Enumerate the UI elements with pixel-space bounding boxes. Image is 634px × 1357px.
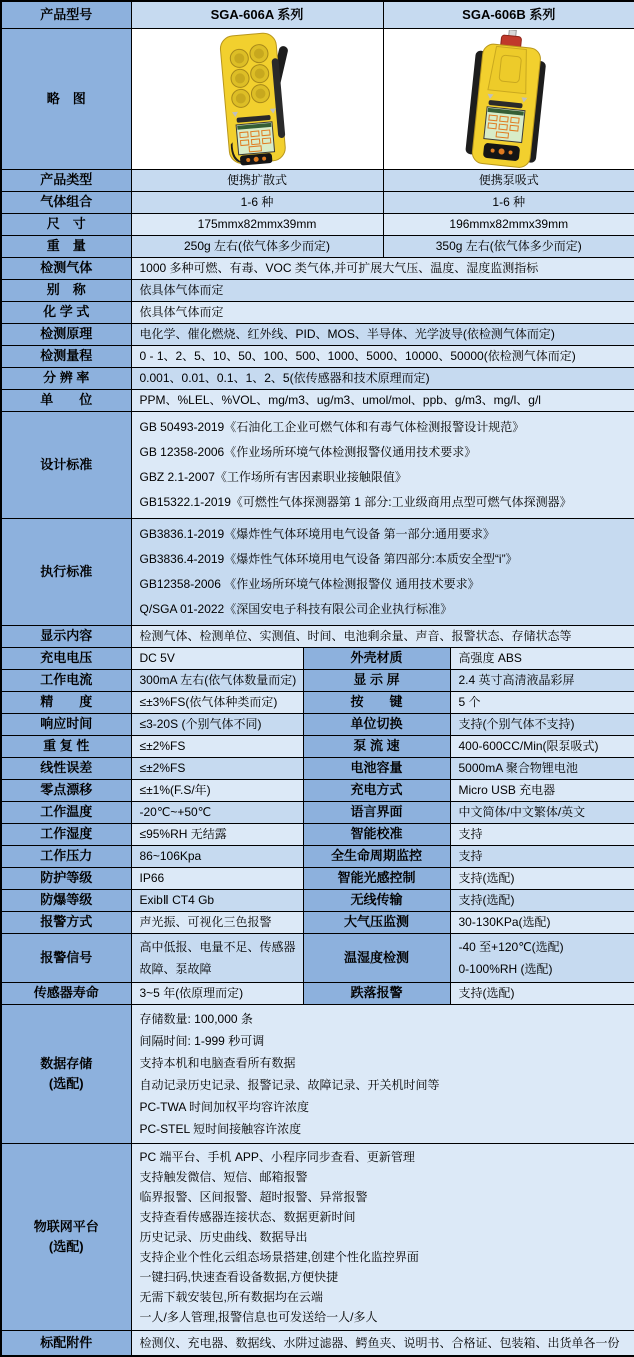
light-sensing-label: 智能光感控制 [303,868,450,890]
unit-switch-value: 支持(个别气体不支持) [450,714,634,736]
row-protection-rating [1,868,634,890]
row-repeatability [1,736,634,758]
sensor-life-label: 传感器寿命 [1,983,131,1005]
charge-voltage-value: DC 5V [131,648,303,670]
accessories-value: 检测仪、充电器、数据线、水阱过滤器、鳄鱼夹、说明书、合格证、包装箱、出货单各一份 [131,1331,634,1357]
data-storage-line: PC-TWA 时间加权平均容许浓度 [139,1100,310,1114]
working-temperature-label: 工作温度 [1,802,131,824]
zero-drift-value: ≤±1%(F.S/年) [131,780,303,802]
linearity-error-label: 线性误差 [1,758,131,780]
iot-platform-value [131,1144,634,1331]
header-row [1,1,634,29]
shell-material-value: 高强度 ABS [450,648,634,670]
row-detection-range [1,346,634,368]
product-type-label: 产品类型 [1,170,131,192]
row-data-storage [1,1005,634,1144]
design-standard-line: GB15322.1-2019《可燃性气体探测器第 1 部分:工业级商用点型可燃气体探测器》 [139,495,572,509]
chemical-formula-value: 依具体气体而定 [131,302,634,324]
pressure-monitor-value: 30-130KPa(选配) [450,912,634,934]
alarm-signal-line: 故障、泵故障 [139,962,212,976]
sensor-life-value: 3~5 年(依原理而定) [131,983,303,1005]
battery-capacity-label: 电池容量 [303,758,450,780]
row-detected-gas [1,258,634,280]
weight-b: 350g 左右(依气体多少而定) [383,236,634,258]
device-a-image [193,30,321,168]
execution-standard-line: GB12358-2006 《作业场所环境气体检测报警仪 通用技术要求》 [139,577,480,591]
design-standards-label: 设计标准 [1,412,131,519]
gas-combination-a: 1-6 种 [131,192,383,214]
unit-switch-label: 单位切换 [303,714,450,736]
iot-platform-line: 历史记录、历史曲线、数据导出 [139,1230,308,1244]
linearity-error-value: ≤±2%FS [131,758,303,780]
smart-calibration-label: 智能校准 [303,824,450,846]
lifecycle-monitor-value: 支持 [450,846,634,868]
design-standard-line: GB 50493-2019《石油化工企业可燃气体和有毒气体检测报警设计规范》 [139,420,525,434]
row-response-time [1,714,634,736]
execution-standard-line: GB3836.1-2019《爆炸性气体环境用电气设备 第一部分:通用要求》 [139,527,495,541]
data-storage-line: PC-STEL 短时间接触容许浓度 [139,1122,302,1136]
lifecycle-monitor-label: 全生命周期监控 [303,846,450,868]
iot-platform-line: 支持触发微信、短信、邮箱报警 [139,1170,308,1184]
alarm-signal-value [131,934,303,983]
data-storage-line: 存储数量: 100,000 条 [139,1012,253,1026]
data-storage-line: 间隔时间: 1-999 秒可调 [139,1034,265,1048]
dimensions-label: 尺 寸 [1,214,131,236]
row-alias [1,280,634,302]
resolution-value: 0.001、0.01、0.1、1、2、5(依传感器和技术原理而定) [131,368,634,390]
iot-platform-line: 临界报警、区间报警、超时报警、异常报警 [139,1190,368,1204]
execution-standards-value [131,519,634,626]
display-screen-label: 显 示 屏 [303,670,450,692]
gas-combination-b: 1-6 种 [383,192,634,214]
drop-alarm-value: 支持(选配) [450,983,634,1005]
buttons-value: 5 个 [450,692,634,714]
charge-voltage-label: 充电电压 [1,648,131,670]
alias-label: 别 称 [1,280,131,302]
data-storage-label-line: 数据存储 [40,1056,93,1071]
shell-material-label: 外壳材质 [303,648,450,670]
execution-standard-line: GB3836.4-2019《爆炸性气体环境用电气设备 第四部分:本质安全型“i”》 [139,552,518,566]
working-pressure-label: 工作压力 [1,846,131,868]
header-series-b: SGA-606B 系列 [383,1,634,29]
display-content-value: 检测气体、检测单位、实测值、时间、电池剩余量、声音、报警状态、存储状态等 [131,626,634,648]
row-product-type [1,170,634,192]
dimensions-a: 175mmx82mmx39mm [131,214,383,236]
row-working-current [1,670,634,692]
data-storage-label [1,1005,131,1144]
detection-principle-label: 检测原理 [1,324,131,346]
row-execution-standards [1,519,634,626]
working-pressure-value: 86~106Kpa [131,846,303,868]
data-storage-line: 自动记录历史记录、报警记录、故障记录、开关机时间等 [139,1078,440,1092]
buttons-label: 按 键 [303,692,450,714]
row-gas-combination [1,192,634,214]
working-current-value: 300mA 左右(依气体数量而定) [131,670,303,692]
header-series-a: SGA-606A 系列 [131,1,383,29]
row-display-content [1,626,634,648]
temp-humidity-value [450,934,634,983]
detection-principle-value: 电化学、催化燃烧、红外线、PID、MOS、半导体、光学波导(依检测气体而定) [131,324,634,346]
protection-rating-value: IP66 [131,868,303,890]
detected-gas-value: 1000 多种可燃、有毒、VOC 类气体,并可扩展大气压、温度、湿度监测指标 [131,258,634,280]
row-alarm-mode [1,912,634,934]
weight-label: 重 量 [1,236,131,258]
working-humidity-label: 工作湿度 [1,824,131,846]
temp-humidity-line: 0-100%RH (选配) [458,962,553,976]
wireless-transmission-value: 支持(选配) [450,890,634,912]
explosion-proof-value: ExibⅡ CT4 Gb [131,890,303,912]
working-humidity-value: ≤95%RH 无结露 [131,824,303,846]
detected-gas-label: 检测气体 [1,258,131,280]
product-type-b: 便携泵吸式 [383,170,634,192]
sketch-cell-b [383,29,634,170]
sketch-row [1,29,634,170]
units-label: 单 位 [1,390,131,412]
row-design-standards [1,412,634,519]
row-accuracy [1,692,634,714]
zero-drift-label: 零点漂移 [1,780,131,802]
row-sensor-life [1,983,634,1005]
repeatability-label: 重 复 性 [1,736,131,758]
alarm-mode-value: 声光振、可视化三色报警 [131,912,303,934]
design-standard-line: GB 12358-2006《作业场所环境气体检测报警仪通用技术要求》 [139,445,477,459]
sketch-cell-a [131,29,383,170]
temp-humidity-label: 温湿度检测 [303,934,450,983]
row-zero-drift [1,780,634,802]
row-detection-principle [1,324,634,346]
charge-method-value: Micro USB 充电器 [450,780,634,802]
language-value: 中文简体/中文繁体/英文 [450,802,634,824]
iot-platform-label-line: 物联网平台 [33,1219,99,1234]
row-working-temperature [1,802,634,824]
drop-alarm-label: 跌落报警 [303,983,450,1005]
iot-platform-label-line: (选配) [48,1239,84,1254]
data-storage-value [131,1005,634,1144]
iot-platform-line: PC 端平台、手机 APP、小程序同步查看、更新管理 [139,1150,415,1164]
display-screen-value: 2.4 英寸高清液晶彩屏 [450,670,634,692]
row-alarm-signal [1,934,634,983]
header-model-label: 产品型号 [1,1,131,29]
row-linearity-error [1,758,634,780]
chemical-formula-label: 化 学 式 [1,302,131,324]
detection-range-label: 检测量程 [1,346,131,368]
row-charge-voltage [1,648,634,670]
row-weight [1,236,634,258]
design-standards-value [131,412,634,519]
execution-standards-label: 执行标准 [1,519,131,626]
row-accessories [1,1331,634,1357]
response-time-label: 响应时间 [1,714,131,736]
accessories-label: 标配附件 [1,1331,131,1357]
units-value: PPM、%LEL、%VOL、mg/m3、ug/m3、umol/mol、ppb、g/m3、mg/l、g/l [131,390,634,412]
accuracy-value: ≤±3%FS(依气体种类而定) [131,692,303,714]
dimensions-b: 196mmx82mmx39mm [383,214,634,236]
language-label: 语言界面 [303,802,450,824]
row-working-humidity [1,824,634,846]
alarm-signal-line: 高中低报、电量不足、传感器 [139,940,296,954]
row-explosion-proof [1,890,634,912]
data-storage-line: 支持本机和电脑查看所有数据 [139,1056,296,1070]
pressure-monitor-label: 大气压监测 [303,912,450,934]
gas-combination-label: 气体组合 [1,192,131,214]
iot-platform-line: 支持查看传感器连接状态、数据更新时间 [139,1210,356,1224]
row-working-pressure [1,846,634,868]
accuracy-label: 精 度 [1,692,131,714]
data-storage-label-line: (选配) [48,1076,84,1091]
repeatability-value: ≤±2%FS [131,736,303,758]
working-current-label: 工作电流 [1,670,131,692]
execution-standard-line: Q/SGA 01-2022《深国安电子科技有限公司企业执行标准》 [139,602,453,616]
pump-flow-value: 400-600CC/Min(限泵吸式) [450,736,634,758]
row-dimensions [1,214,634,236]
explosion-proof-label: 防爆等级 [1,890,131,912]
smart-calibration-value: 支持 [450,824,634,846]
iot-platform-line: 支持企业个性化云组态场景搭建,创建个性化监控界面 [139,1250,419,1264]
battery-capacity-value: 5000mA 聚合物锂电池 [450,758,634,780]
working-temperature-value: -20℃~+50℃ [131,802,303,824]
device-b-image [445,30,573,168]
row-resolution [1,368,634,390]
design-standard-line: GBZ 2.1-2007《工作场所有害因素职业接触限值》 [139,470,407,484]
row-chemical-formula [1,302,634,324]
sketch-label: 略 图 [1,29,131,170]
alarm-signal-label: 报警信号 [1,934,131,983]
temp-humidity-line: -40 至+120℃(选配) [458,940,564,954]
detection-range-value: 0 - 1、2、5、10、50、100、500、1000、5000、10000、50000(依检测气体而定) [131,346,634,368]
weight-a: 250g 左右(依气体多少而定) [131,236,383,258]
iot-platform-line: 一键扫码,快速查看设备数据,方便快捷 [139,1270,339,1284]
alarm-mode-label: 报警方式 [1,912,131,934]
response-time-value: ≤3-20S (个别气体不同) [131,714,303,736]
row-iot-platform [1,1144,634,1331]
light-sensing-value: 支持(选配) [450,868,634,890]
alias-value: 依具体气体而定 [131,280,634,302]
row-units [1,390,634,412]
product-type-a: 便携扩散式 [131,170,383,192]
wireless-transmission-label: 无线传输 [303,890,450,912]
protection-rating-label: 防护等级 [1,868,131,890]
display-content-label: 显示内容 [1,626,131,648]
charge-method-label: 充电方式 [303,780,450,802]
resolution-label: 分 辨 率 [1,368,131,390]
iot-platform-line: 一人/多人管理,报警信息也可发送给一人/多人 [139,1310,378,1324]
pump-flow-label: 泵 流 速 [303,736,450,758]
iot-platform-label [1,1144,131,1331]
iot-platform-line: 无需下载安装包,所有数据均在云端 [139,1290,323,1304]
